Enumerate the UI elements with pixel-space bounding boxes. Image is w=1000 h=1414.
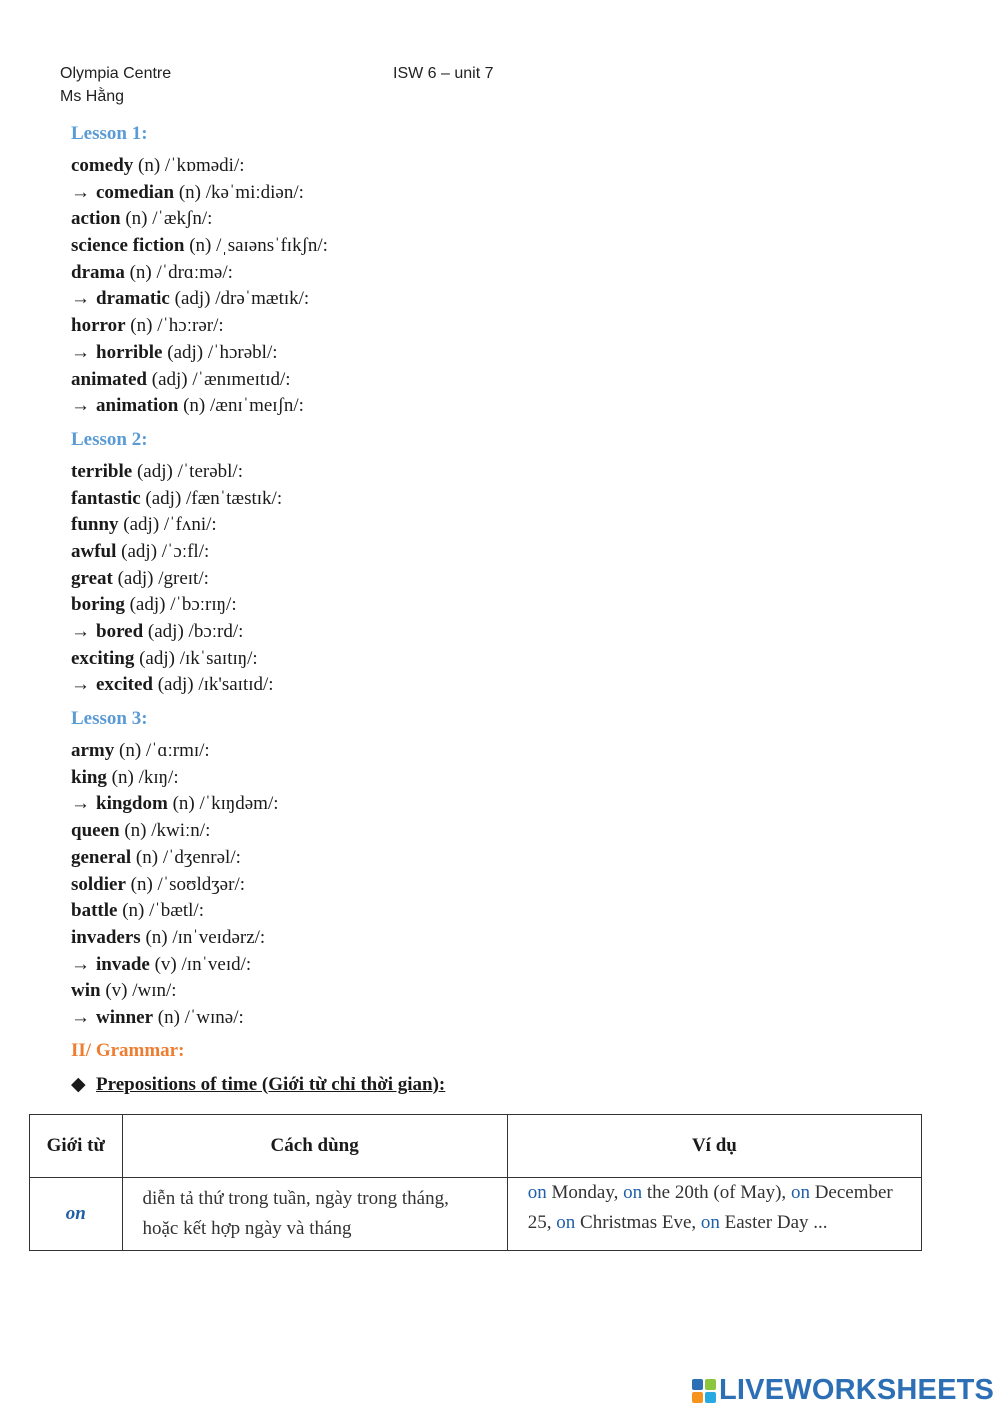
example-cell xyxy=(507,1178,921,1251)
pronunciation: /kəˈmiːdiən/: xyxy=(205,181,304,203)
part-of-speech: (adj) xyxy=(139,647,175,669)
list-item xyxy=(71,393,931,420)
example-text: Easter Day ... xyxy=(719,1212,828,1233)
vocab-word: bored xyxy=(96,621,144,642)
part-of-speech: (n) xyxy=(135,846,159,868)
pronunciation: /ˈɔːfl/: xyxy=(161,540,210,562)
list-item xyxy=(71,898,931,925)
example-text: Monday, xyxy=(546,1182,624,1203)
vocab-word: comedy xyxy=(71,155,134,176)
prepositions-heading xyxy=(71,1072,931,1098)
part-of-speech: (n) xyxy=(119,740,142,762)
pronunciation: /ɪk'saɪtɪd/: xyxy=(198,674,274,696)
vocab-list xyxy=(71,738,931,1032)
highlight-preposition: on xyxy=(700,1212,720,1233)
list-item xyxy=(71,818,931,845)
list-item xyxy=(71,286,931,313)
vocab-word: terrible xyxy=(71,460,133,482)
part-of-speech: (n) xyxy=(183,395,206,417)
header-example: Ví dụ xyxy=(507,1115,921,1178)
part-of-speech: (n) xyxy=(157,1006,180,1028)
list-item xyxy=(71,539,931,566)
pronunciation: /greɪt/: xyxy=(158,567,209,589)
arrow-right-icon: → xyxy=(71,621,90,642)
table-header-row xyxy=(30,1115,922,1178)
list-item xyxy=(71,672,931,699)
list-item xyxy=(71,1005,931,1032)
part-of-speech: (adj) xyxy=(147,621,184,642)
pronunciation: /ˈwɪnə/: xyxy=(184,1006,244,1028)
vocab-word: invade xyxy=(96,953,150,975)
list-item xyxy=(71,512,931,539)
arrow-right-icon: → xyxy=(71,341,90,363)
list-item xyxy=(71,872,931,899)
list-item xyxy=(71,206,931,233)
header-prep: Giới từ xyxy=(30,1115,123,1178)
diamond-bullet-icon: ◆ xyxy=(71,1073,86,1095)
pronunciation: /ˈhɔːrər/: xyxy=(157,315,224,337)
part-of-speech: (n) xyxy=(129,261,152,283)
pronunciation: /ɪnˈveɪdərz/: xyxy=(172,926,266,948)
brand-text: LIVEWORKSHEETS xyxy=(719,1374,995,1406)
pronunciation: /ˈænɪmeɪtɪd/: xyxy=(192,368,291,390)
header-left xyxy=(60,62,171,108)
part-of-speech: (adj) xyxy=(157,674,194,696)
list-item xyxy=(71,646,931,673)
arrow-right-icon: → xyxy=(71,793,90,815)
part-of-speech: (adj) xyxy=(117,567,154,589)
pronunciation: /ˈbɔːrɪŋ/: xyxy=(170,594,237,616)
arrow-right-icon: → xyxy=(71,953,90,975)
usage-cell: diễn tả thứ trong tuần, ngày trong tháng, hoặc kết hợp ngày và tháng xyxy=(122,1178,507,1251)
part-of-speech: (n) xyxy=(178,181,202,203)
list-item xyxy=(71,180,931,207)
vocab-list xyxy=(71,459,931,699)
part-of-speech: (adj) xyxy=(174,288,211,310)
list-item xyxy=(71,486,931,513)
part-of-speech: (adj) xyxy=(121,540,158,562)
teacher-name: Ms Hằng xyxy=(60,88,125,105)
pronunciation: /ɪkˈsaɪtɪŋ/: xyxy=(179,647,258,669)
list-item xyxy=(71,619,931,646)
pronunciation: /ɪnˈveɪd/: xyxy=(181,953,252,975)
lesson-title: Lesson 2: xyxy=(71,428,148,450)
part-of-speech: (adj) xyxy=(167,341,204,363)
prepositions-title: Prepositions of time (Giới từ chỉ thời gian): xyxy=(96,1073,446,1095)
pronunciation: /ˈkɪŋdəm/: xyxy=(199,793,279,815)
example-text: the 20th (of May), xyxy=(642,1182,791,1203)
arrow-right-icon: → xyxy=(71,395,90,417)
list-item xyxy=(71,738,931,765)
highlight-preposition: on xyxy=(623,1182,643,1203)
list-item xyxy=(71,566,931,593)
vocab-word: funny xyxy=(71,514,119,536)
pronunciation: /ˈfʌni/: xyxy=(163,514,217,536)
lesson-title: Lesson 1: xyxy=(71,123,148,144)
pronunciation: /kɪŋ/: xyxy=(138,766,179,788)
vocab-word: exciting xyxy=(71,647,135,669)
part-of-speech: (v) xyxy=(105,980,128,1002)
list-item xyxy=(71,765,931,792)
list-item xyxy=(71,313,931,340)
vocab-word: soldier xyxy=(71,873,126,895)
arrow-right-icon: → xyxy=(71,1006,90,1028)
example-text: December 25, xyxy=(527,1182,893,1233)
part-of-speech: (n) xyxy=(138,155,161,176)
liveworksheets-logo xyxy=(692,1374,994,1407)
vocab-word: animated xyxy=(71,368,147,390)
part-of-speech: (n) xyxy=(172,793,195,815)
highlight-preposition: on xyxy=(556,1212,576,1233)
unit-label: ISW 6 – unit 7 xyxy=(393,65,494,82)
highlight-preposition: on xyxy=(527,1182,547,1203)
vocab-word: action xyxy=(71,208,121,230)
part-of-speech: (n) xyxy=(124,820,147,842)
vocab-word: horror xyxy=(71,315,126,337)
part-of-speech: (n) xyxy=(189,235,212,257)
pronunciation: /ænɪˈmeɪʃn/: xyxy=(210,395,304,417)
list-item xyxy=(71,925,931,952)
pronunciation: /ˈkɒmədi/: xyxy=(164,155,245,176)
pronunciation: /drəˈmætɪk/: xyxy=(215,288,310,310)
vocab-word: excited xyxy=(96,674,153,696)
vocab-word: boring xyxy=(71,594,125,616)
pronunciation: /ˈterəbl/: xyxy=(177,460,243,482)
vocab-word: army xyxy=(71,740,115,762)
vocab-list xyxy=(71,153,931,420)
table-row xyxy=(30,1178,922,1251)
part-of-speech: (adj) xyxy=(136,460,173,482)
pronunciation: /ˈdrɑːmə/: xyxy=(156,261,233,283)
list-item xyxy=(71,153,931,180)
list-item xyxy=(71,459,931,486)
list-item xyxy=(71,845,931,872)
vocab-word: comedian xyxy=(96,181,175,203)
vocab-word: winner xyxy=(96,1006,153,1028)
pronunciation: /bɔːrd/: xyxy=(188,621,244,642)
vocab-word: general xyxy=(71,846,132,868)
list-item xyxy=(71,233,931,260)
vocab-word: great xyxy=(71,567,113,589)
vocab-word: dramatic xyxy=(96,288,170,310)
part-of-speech: (v) xyxy=(154,953,177,975)
pronunciation: /wɪn/: xyxy=(132,980,177,1002)
arrow-right-icon: → xyxy=(71,674,90,696)
part-of-speech: (adj) xyxy=(145,487,182,509)
vocab-word: drama xyxy=(71,261,125,283)
part-of-speech: (n) xyxy=(111,766,134,788)
pronunciation: /ˈbætl/: xyxy=(149,900,204,922)
vocab-word: awful xyxy=(71,540,117,562)
vocab-word: battle xyxy=(71,900,118,922)
pronunciation: /kwiːn/: xyxy=(151,820,211,842)
part-of-speech: (adj) xyxy=(129,594,166,616)
school-name: Olympia Centre xyxy=(60,65,172,82)
vocab-word: queen xyxy=(71,820,120,842)
list-item xyxy=(71,367,931,394)
part-of-speech: (adj) xyxy=(151,368,188,390)
vocab-word: invaders xyxy=(71,926,141,948)
list-item xyxy=(71,791,931,818)
vocab-word: win xyxy=(71,980,101,1002)
pronunciation: /ˌsaɪənsˈfɪkʃn/: xyxy=(216,235,328,257)
vocab-word: kingdom xyxy=(96,793,168,815)
vocab-word: king xyxy=(71,766,107,788)
arrow-right-icon: → xyxy=(71,181,90,203)
vocab-word: animation xyxy=(96,395,179,417)
pronunciation: /ˈhɔrəbl/: xyxy=(207,341,278,363)
pronunciation: /ˈsoʊldʒər/: xyxy=(157,873,246,895)
list-item xyxy=(71,340,931,367)
example-text: Christmas Eve, xyxy=(575,1212,701,1233)
header-usage: Cách dùng xyxy=(122,1115,507,1178)
part-of-speech: (n) xyxy=(145,926,168,948)
list-item xyxy=(71,978,931,1005)
pronunciation: /ˈækʃn/: xyxy=(152,208,213,230)
pronunciation: /ˈdʒenrəl/: xyxy=(162,846,241,868)
prep-cell: on xyxy=(30,1178,123,1251)
part-of-speech: (n) xyxy=(130,873,153,895)
vocab-word: fantastic xyxy=(71,487,141,509)
part-of-speech: (n) xyxy=(122,900,145,922)
logo-grid-icon xyxy=(692,1379,716,1403)
list-item xyxy=(71,592,931,619)
lesson-title: Lesson 3: xyxy=(71,708,148,730)
part-of-speech: (n) xyxy=(130,315,153,337)
part-of-speech: (adj) xyxy=(123,514,160,536)
pronunciation: /fænˈtæstɪk/: xyxy=(186,487,283,509)
arrow-right-icon: → xyxy=(71,288,90,310)
prepositions-table xyxy=(29,1114,922,1251)
vocab-word: horrible xyxy=(96,341,163,363)
highlight-preposition: on xyxy=(790,1182,810,1203)
worksheet-content xyxy=(71,120,931,1098)
list-item xyxy=(71,952,931,979)
list-item xyxy=(71,260,931,287)
pronunciation: /ˈɑːrmɪ/: xyxy=(145,740,210,762)
part-of-speech: (n) xyxy=(125,208,148,230)
grammar-heading: II/ Grammar: xyxy=(71,1039,185,1061)
vocab-word: science fiction xyxy=(71,235,185,257)
